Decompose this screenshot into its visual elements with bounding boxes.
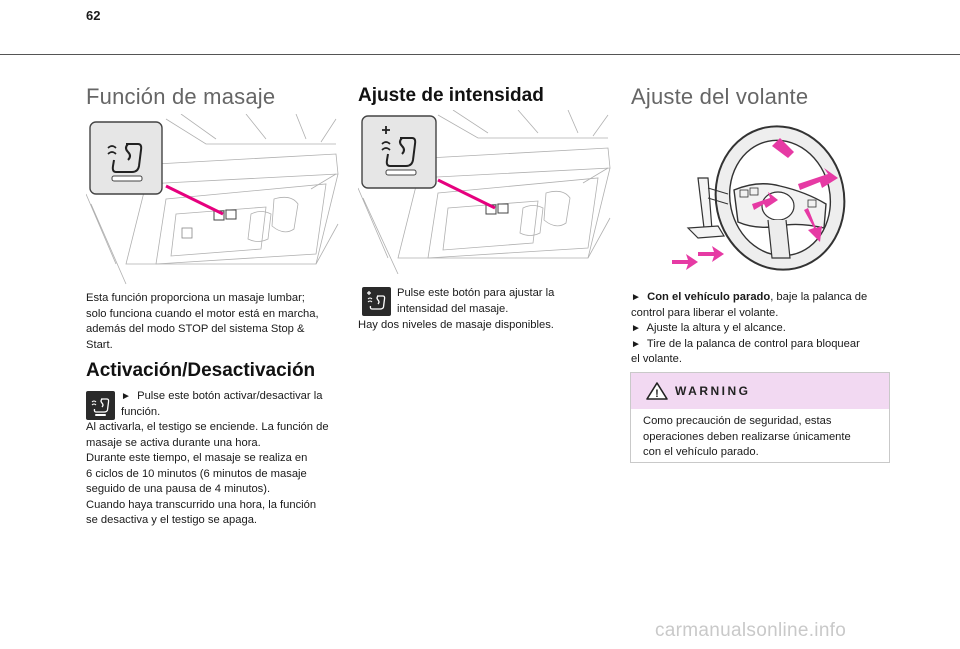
warning-line-3: con el vehículo parado. xyxy=(643,446,759,458)
watermark: carmanualsonline.info xyxy=(655,620,847,641)
step-2-text: Ajuste la altura y el alcance. xyxy=(646,322,786,334)
step-1-text: , baje la palanca de xyxy=(770,291,868,303)
warning-header xyxy=(631,373,889,409)
step-3-cont: el volante. xyxy=(631,353,682,365)
activation-step-line-1: Pulse este botón activar/desactivar la xyxy=(137,390,323,402)
seat-intensity-illustration xyxy=(358,110,612,274)
warning-triangle-icon xyxy=(645,381,669,401)
intro-line-1: Esta función proporciona un masaje lumbar; xyxy=(86,292,305,304)
intensity-body: Hay dos niveles de masaje disponibles. xyxy=(358,319,554,331)
warning-box xyxy=(630,372,890,463)
activation-step-line-2: función. xyxy=(121,405,161,418)
page-number: 62 xyxy=(86,8,101,23)
activation-body-4: 6 ciclos de 10 minutos (6 minutos de masaje xyxy=(86,467,307,480)
steering-title: Ajuste del volante xyxy=(631,84,809,109)
warning-line-1: Como precaución de seguridad, estas xyxy=(643,415,832,427)
step-3-mark: ► xyxy=(631,338,641,350)
intensity-step-line-2: intensidad del masaje. xyxy=(397,302,509,315)
warning-line-2: operaciones deben realizarse únicamente xyxy=(643,430,851,443)
intro-line-2: solo funciona cuando el motor está en marcha, xyxy=(86,307,319,320)
step-3-text: Tire de la palanca de control para bloquear xyxy=(646,337,860,350)
activation-body-7: se desactiva y el testigo se apaga. xyxy=(86,514,258,526)
step-2-mark: ► xyxy=(631,323,641,334)
activation-body-6: Cuando haya transcurrido una hora, la función xyxy=(86,498,317,511)
warning-title: WARNING xyxy=(675,384,751,398)
steering-wheel-illustration xyxy=(668,118,860,278)
bullet-mark: ► xyxy=(121,391,131,402)
intro-line-4: Start. xyxy=(86,338,113,351)
intro-line-3: además del modo STOP del sistema Stop & xyxy=(86,323,305,335)
step-1-cont: control para liberar el volante. xyxy=(631,306,779,319)
activation-icon xyxy=(86,391,115,420)
activation-body-1: Al activarla, el testigo se enciende. La función de xyxy=(86,421,329,433)
step-1-mark: ► xyxy=(631,292,641,303)
step-1-bold: Con el vehículo parado xyxy=(647,291,771,303)
warning-icon-glyph: ! xyxy=(655,388,659,400)
top-rule xyxy=(0,54,960,55)
intensity-title: Ajuste de intensidad xyxy=(358,85,544,106)
activation-body-2: masaje se activa durante una hora. xyxy=(86,436,261,449)
intensity-step-line-1: Pulse este botón para ajustar la xyxy=(397,287,555,299)
activation-body-3: Durante este tiempo, el masaje se realiza en xyxy=(86,452,308,464)
intensity-icon xyxy=(362,287,391,316)
activation-subtitle: Activación/Desactivación xyxy=(86,360,316,381)
massage-function-title: Función de masaje xyxy=(86,84,276,109)
seat-massage-illustration xyxy=(86,114,340,286)
activation-body-5: seguido de una pausa de 4 minutos). xyxy=(86,483,271,495)
